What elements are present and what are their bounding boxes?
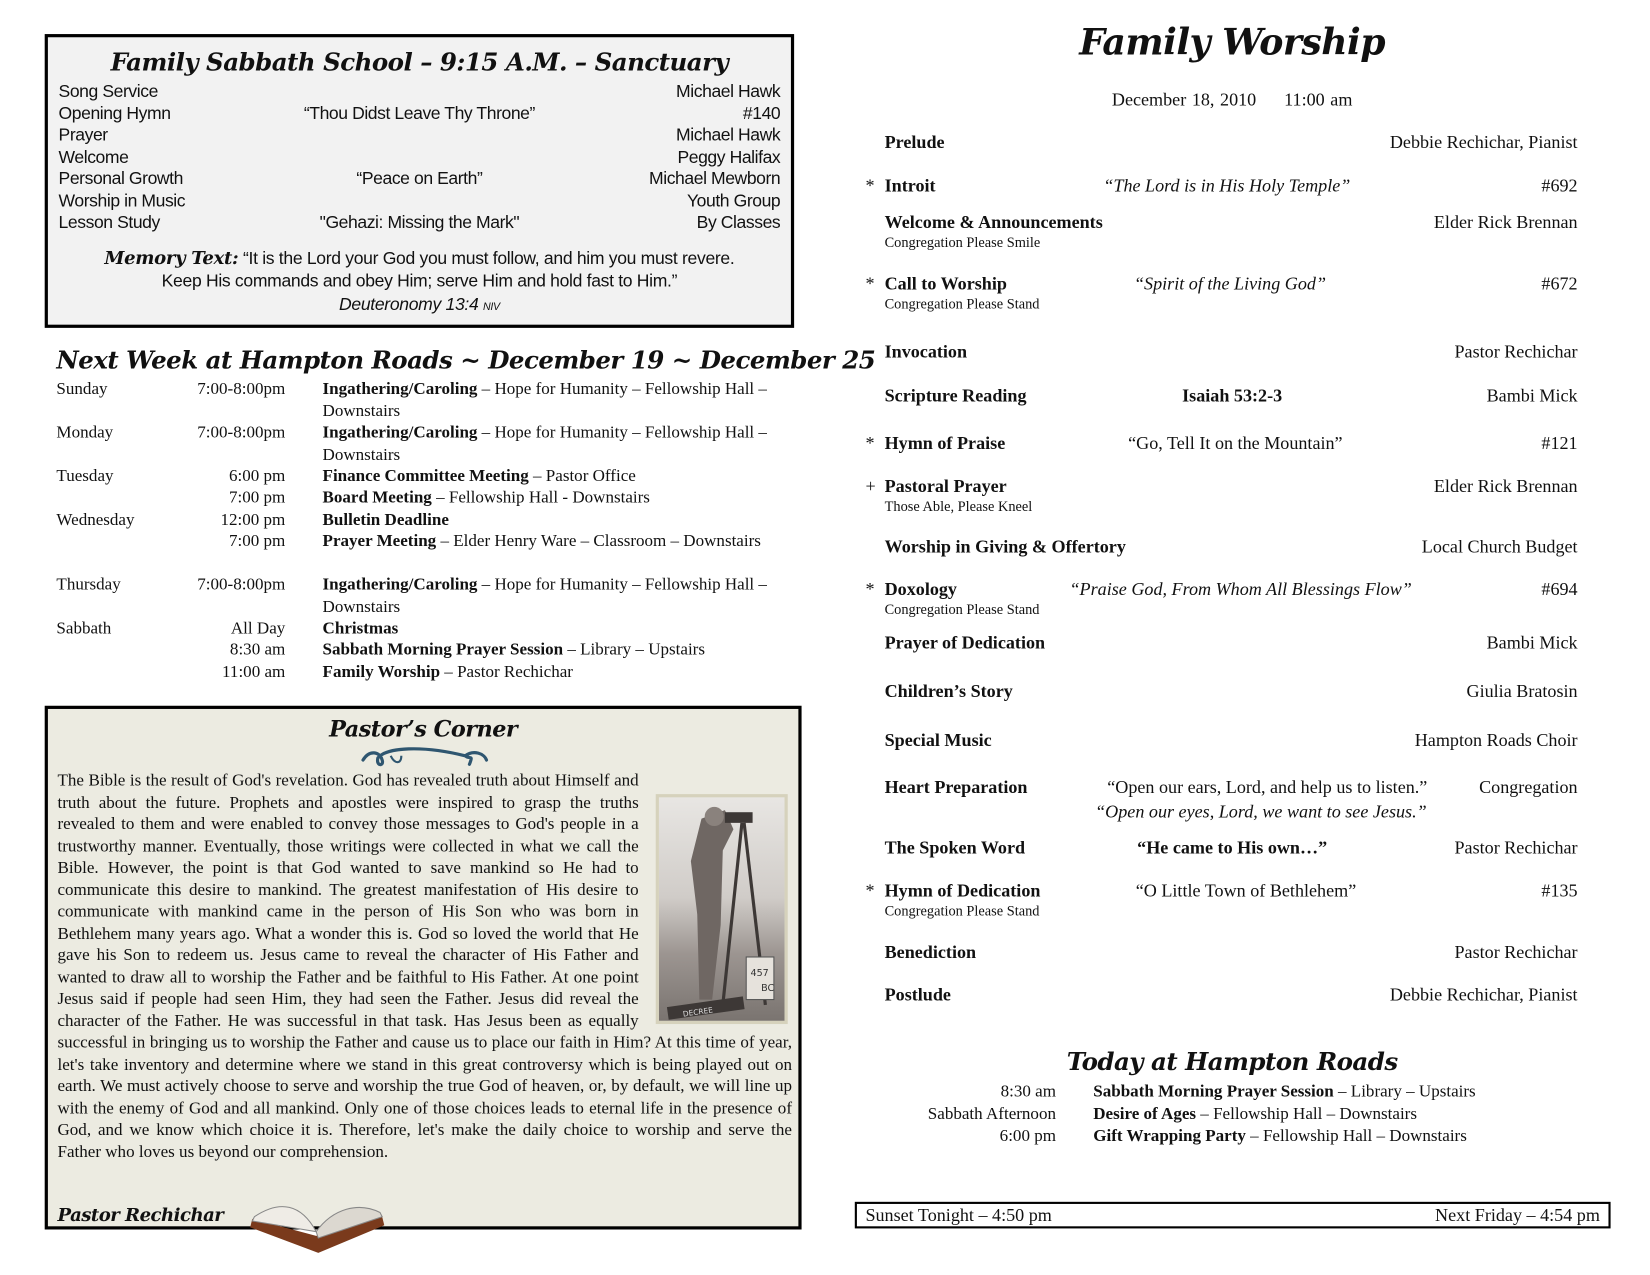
photo-label-457: 457	[750, 968, 769, 980]
worship-item-title: “Open our ears, Lord, and help us to listen.”	[1107, 777, 1428, 798]
event-description	[323, 510, 775, 532]
ss-item: Personal Growth	[58, 169, 183, 189]
event-name: Board Meeting	[322, 488, 432, 507]
today-event-name: Desire of Ages	[1093, 1104, 1197, 1124]
worship-item-label: Special Music	[884, 730, 992, 751]
ss-leader: Peggy Halifax	[677, 147, 781, 167]
worship-item-leader: #121	[1541, 433, 1578, 454]
event-name: Sabbath Morning Prayer Session	[322, 640, 564, 659]
worship-item-title: Isaiah 53:2-3	[1182, 385, 1283, 406]
event-name: Bulletin Deadline	[322, 510, 449, 530]
worship-item-leader: Pastor Rechichar	[1454, 341, 1578, 362]
worship-item-label: Invocation	[884, 341, 968, 362]
worship-item-label: Postlude	[884, 984, 951, 1005]
worship-item-instruction: Congregation Please Stand	[884, 295, 1040, 312]
event-description	[323, 423, 775, 467]
today-event	[1093, 1083, 1475, 1102]
memory-reference	[48, 295, 791, 315]
ss-row	[59, 191, 781, 212]
worship-item-marker: *	[865, 175, 875, 196]
worship-item-leader: Elder Rick Brennan	[1433, 211, 1578, 233]
worship-item-title: “Go, Tell It on the Mountain”	[1128, 433, 1343, 454]
sabbath-school-box	[45, 34, 794, 328]
event-time: 7:00 pm	[228, 532, 286, 551]
worship-item-label: Children’s Story	[884, 681, 1013, 702]
worship-item-label: Worship in Giving & Offertory	[884, 536, 1126, 557]
worship-item-label: Benediction	[884, 942, 977, 963]
worship-item-marker: *	[865, 579, 875, 600]
worship-item-leader: Giulia Bratosin	[1466, 681, 1578, 702]
worship-item-leader: Hampton Roads Choir	[1414, 730, 1578, 751]
worship-item-leader: Pastor Rechichar	[1454, 942, 1578, 963]
today-event-detail: – Library – Upstairs	[1333, 1082, 1476, 1101]
event-time: 6:00 pm	[228, 467, 286, 486]
event-day: Sabbath	[56, 619, 112, 638]
worship-item-title: “Praise God, From Whom All Blessings Flow”	[1069, 579, 1412, 600]
worship-item-marker: *	[865, 273, 875, 294]
event-day: Sunday	[56, 380, 108, 399]
worship-item-title: “O Little Town of Bethlehem”	[1135, 880, 1357, 901]
event-detail: – Fellowship Hall - Downstairs	[431, 488, 650, 507]
memory-ref: Deuteronomy 13:4	[339, 294, 479, 315]
ss-row	[59, 82, 781, 103]
worship-item-leader: #672	[1541, 273, 1578, 294]
worship-item-leader: #692	[1541, 175, 1578, 196]
today-event	[1093, 1127, 1467, 1146]
today-time: 6:00 pm	[999, 1127, 1056, 1146]
event-time: 7:00-8:00pm	[197, 423, 286, 442]
ss-title: “Thou Didst Leave Thy Throne”	[303, 103, 535, 123]
worship-item-line2: “Open our eyes, Lord, we want to see Jesus.”	[1095, 801, 1427, 822]
worship-item-leader: #135	[1541, 880, 1578, 901]
sunset-next-friday: Next Friday – 4:54 pm	[1435, 1205, 1600, 1226]
ss-item: Prayer	[58, 125, 108, 145]
worship-item-leader: Bambi Mick	[1486, 632, 1578, 653]
today-event-detail: – Fellowship Hall – Downstairs	[1245, 1127, 1467, 1146]
event-time: 7:00-8:00pm	[197, 380, 286, 399]
ss-item: Worship in Music	[58, 191, 186, 211]
ss-item: Song Service	[58, 81, 158, 102]
ss-title: "Gehazi: Missing the Mark"	[319, 212, 520, 233]
ss-row	[59, 169, 781, 190]
ss-leader: Michael Hawk	[676, 125, 781, 145]
event-detail: – Elder Henry Ware – Classroom – Downstairs	[436, 532, 761, 551]
event-detail: – Hope for Humanity – Fellowship Hall – Downstairs	[322, 380, 767, 420]
ornament-flourish-icon	[359, 745, 491, 771]
memory-label: Memory Text:	[104, 248, 239, 270]
worship-item-marker: *	[865, 880, 875, 901]
event-time: All Day	[230, 619, 286, 638]
worship-item-marker: *	[865, 433, 875, 454]
worship-item-label: The Spoken Word	[884, 837, 1026, 858]
event-name: Ingathering/Caroling	[322, 423, 478, 442]
photo-label-bc: BC	[761, 983, 775, 995]
event-description	[323, 640, 775, 662]
pastor-signature: Pastor Rechichar	[57, 1205, 224, 1227]
event-name: Prayer Meeting	[322, 532, 437, 551]
ss-item: Welcome	[58, 147, 129, 167]
event-description	[323, 531, 775, 553]
sabbath-school-title: Family Sabbath School – 9:15 A.M. – Sanctuary	[110, 47, 729, 77]
event-detail: – Hope for Humanity – Fellowship Hall – Downstairs	[322, 575, 767, 616]
pastors-corner-box	[45, 706, 802, 1230]
photo-label-decree: DECREE	[682, 1005, 714, 1019]
event-description	[323, 618, 775, 640]
today-time: 8:30 am	[1000, 1082, 1056, 1101]
worship-item-label: Prelude	[884, 131, 945, 153]
ss-leader: Youth Group	[686, 191, 781, 211]
today-event-name: Sabbath Morning Prayer Session	[1093, 1082, 1334, 1101]
today-event	[1093, 1105, 1417, 1124]
next-week-title: Next Week at Hampton Roads ~ December 19 ~ December 25	[56, 345, 876, 375]
event-detail: – Library – Upstairs	[563, 640, 705, 659]
event-day: Wednesday	[56, 510, 135, 530]
worship-item-leader: Debbie Rechichar, Pianist	[1389, 984, 1578, 1005]
worship-date-time: December 18, 2010 11:00 am	[1111, 89, 1353, 110]
surveyor-image	[659, 797, 785, 1021]
worship-item-leader: Congregation	[1479, 777, 1578, 798]
ss-item: Lesson Study	[58, 212, 160, 233]
worship-item-instruction: Congregation Please Smile	[884, 234, 1041, 251]
ss-leader: Michael Hawk	[676, 81, 781, 102]
sunset-tonight: Sunset Tonight – 4:50 pm	[865, 1205, 1052, 1226]
event-time: 7:00 pm	[228, 488, 286, 507]
memory-text	[48, 248, 791, 269]
worship-item-label: Prayer of Dedication	[884, 632, 1046, 653]
event-description	[323, 466, 775, 488]
worship-item-label: Doxology	[884, 579, 957, 600]
worship-item-label: Introit	[884, 175, 936, 196]
event-time: 11:00 am	[222, 663, 286, 682]
today-time: Sabbath Afternoon	[927, 1104, 1056, 1124]
ss-row	[59, 126, 781, 147]
worship-item-label: Call to Worship	[884, 273, 1007, 294]
ss-item: Opening Hymn	[58, 103, 171, 123]
event-day: Tuesday	[56, 467, 114, 486]
ss-leader: Michael Mewborn	[649, 169, 781, 189]
worship-item-leader: #694	[1541, 579, 1578, 600]
event-day: Monday	[56, 423, 114, 442]
event-name: Family Worship	[322, 663, 441, 682]
worship-item-leader: Debbie Rechichar, Pianist	[1389, 131, 1578, 153]
event-time: 8:30 am	[229, 640, 286, 659]
worship-item-leader: Local Church Budget	[1421, 536, 1578, 557]
pastors-corner-title: Pastor’s Corner	[329, 715, 518, 742]
today-event-detail: – Fellowship Hall – Downstairs	[1196, 1104, 1417, 1124]
surveyor-photo	[656, 794, 788, 1024]
event-time: 12:00 pm	[220, 510, 286, 530]
pastors-corner-body: The Bible is the result of God's revelation. God has revealed truth about Himself and truth about the future. Prophets and apostles were inspired to grasp the truths revealed to them and were enabled to convey those messages to God's people in a trustworthy manner. Eventually, those writings were collected in what we call the Bible. However, the point is that God wanted to save mankind so He had to communicate this desire to mankind. The greatest manifestation of His desire to communicate with mankind came in the person of His Son who was born in Bethlehem many years ago. What a wonder this is. God so loved the world that He gave his Son to redeem us. Jesus came to reveal the character of His Father and wanted to draw all to worship the Father and be faithful to His Father. At one point Jesus said if people had seen Him, they had seen the Father. Jesus did reveal the character of the Father. He was successful in that task. Has Jesus been as equally successful in bringing us to worship the Father and cause us to place our faith in Him? At this time of year, let's take inventory and determine where we stand in this great controversy which is being played out on earth. We must actively choose to serve and worship the true God of heaven, or, by default, we will line up with the enemy of God and all mankind. Only one of those choices leads to eternal life in the presence of God, and we know which choice it is. Therefore, let's make the daily choice to worship and serve the Father who loves us beyond our comprehension.	[57, 771, 792, 1161]
worship-item-title: “Spirit of the Living God”	[1133, 273, 1327, 294]
event-name: Christmas	[322, 619, 399, 638]
event-description	[323, 662, 775, 684]
ss-leader: #140	[742, 103, 781, 123]
open-book-icon	[248, 1193, 386, 1255]
ss-title: “Peace on Earth”	[356, 169, 483, 189]
sunset-box	[855, 1202, 1611, 1229]
event-name: Ingathering/Caroling	[322, 380, 478, 399]
event-detail: – Pastor Rechichar	[440, 663, 573, 682]
worship-item-label: Heart Preparation	[884, 777, 1028, 798]
worship-item-leader: Elder Rick Brennan	[1433, 475, 1578, 497]
event-day: Thursday	[56, 575, 121, 594]
ss-leader: By Classes	[696, 212, 781, 233]
today-title: Today at Hampton Roads	[1066, 1047, 1398, 1077]
event-description	[323, 488, 775, 510]
family-worship-title: Family Worship	[1079, 21, 1386, 64]
worship-item-leader: Pastor Rechichar	[1454, 837, 1578, 858]
ss-row	[59, 147, 781, 168]
worship-item-label: Welcome & Announcements	[884, 211, 1103, 233]
event-detail: – Hope for Humanity – Fellowship Hall – Downstairs	[322, 423, 767, 464]
worship-item-label: Pastoral Prayer	[884, 475, 1007, 497]
worship-item-title: “He came to His own…”	[1137, 837, 1328, 858]
worship-item-instruction: Congregation Please Stand	[884, 601, 1040, 618]
worship-item-marker: +	[865, 475, 876, 497]
event-name: Finance Committee Meeting	[322, 467, 529, 486]
ss-row	[59, 213, 781, 234]
worship-item-instruction: Congregation Please Stand	[884, 902, 1040, 919]
worship-item-instruction: Those Able, Please Kneel	[884, 498, 1033, 515]
worship-item-label: Hymn of Dedication	[884, 880, 1041, 901]
today-event-name: Gift Wrapping Party	[1093, 1127, 1246, 1146]
event-time: 7:00-8:00pm	[197, 575, 286, 594]
event-description	[323, 379, 775, 423]
event-description	[323, 575, 775, 619]
pastors-corner-text	[57, 771, 792, 1164]
worship-item-title: “The Lord is in His Holy Temple”	[1103, 175, 1351, 196]
worship-item-label: Scripture Reading	[884, 385, 1027, 406]
worship-item-leader: Bambi Mick	[1486, 385, 1578, 406]
memory-line-1: “It is the Lord your God you must follow, and him you must revere.	[242, 249, 735, 269]
worship-item-label: Hymn of Praise	[884, 433, 1006, 454]
memory-line-2: Keep His commands and obey Him; serve Him and hold fast to Him.”	[161, 271, 678, 291]
event-name: Ingathering/Caroling	[322, 575, 478, 594]
event-detail: – Pastor Office	[528, 467, 636, 486]
ss-row	[59, 104, 781, 125]
memory-version: NIV	[483, 301, 500, 313]
